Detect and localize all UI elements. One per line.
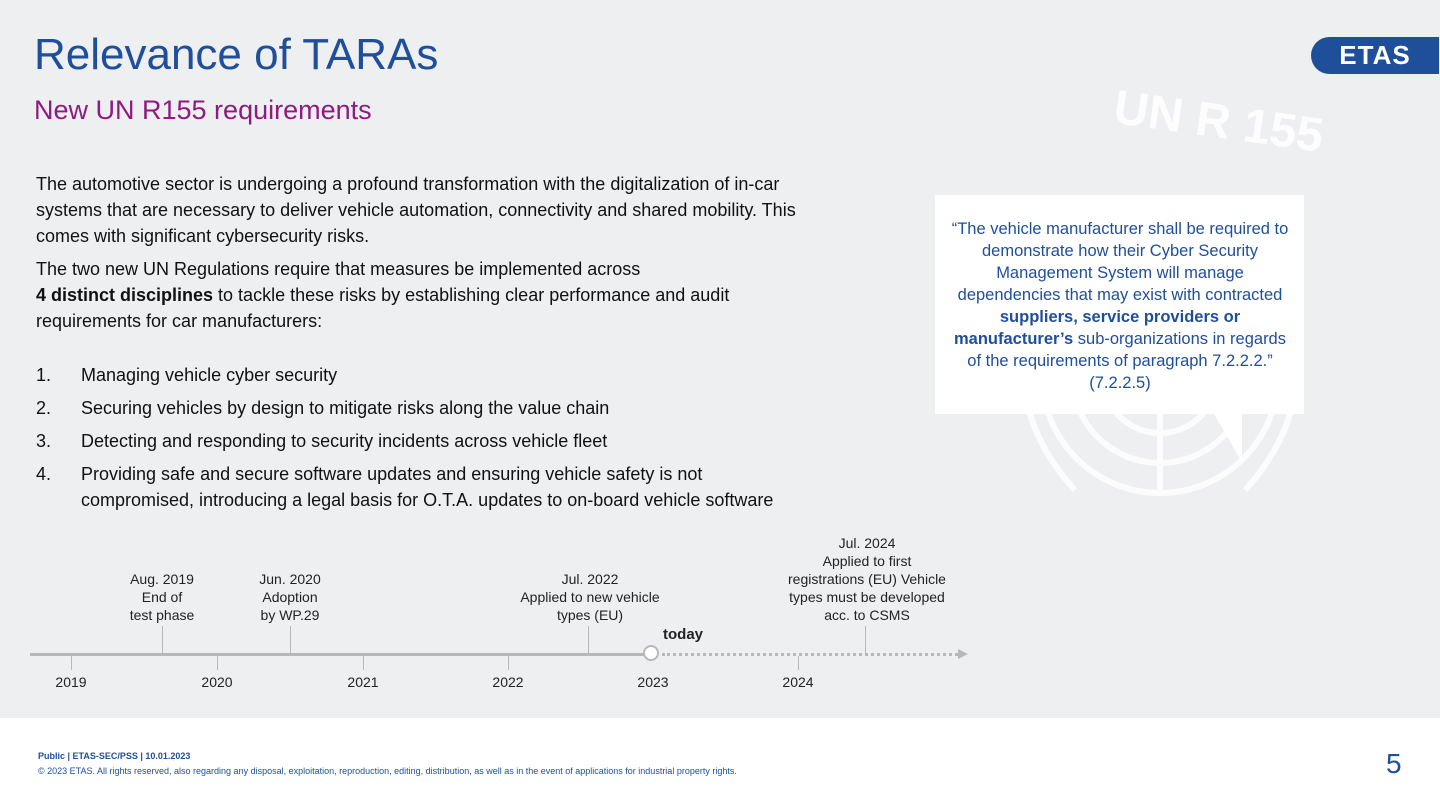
intro-paragraph-2-tail: to tackle these risks by establishing clear performance and audit requirements for car manufacturers:	[36, 285, 730, 331]
list-item	[36, 395, 796, 421]
year-tick	[217, 656, 218, 670]
list-item	[36, 362, 796, 388]
year-tick	[798, 656, 799, 670]
event-label: Aug. 2019 End of test phase	[129, 571, 195, 623]
quote-text-emphasis: suppliers, service providers or manufacturer’s	[953, 308, 1241, 348]
page-number: 5	[1386, 748, 1402, 779]
today-marker	[643, 645, 659, 661]
today-label: today	[663, 626, 704, 643]
year-label: 2020	[201, 674, 233, 690]
list-item-text: Managing vehicle cyber security	[81, 365, 338, 385]
disciplines-list	[36, 362, 796, 520]
list-item	[36, 428, 796, 454]
year-tick	[508, 656, 509, 670]
intro-paragraph-1: The automotive sector is undergoing a profound transformation with the digitalization of in-car systems that are necessary to deliver vehicle automation, connectivity and shared mobility. This comes with significant cybersecurity risks.	[36, 174, 796, 246]
quote-text-tail: sub-organizations in regards of the requirements of paragraph 7.2.2.2.” (7.2.2.5)	[967, 330, 1286, 392]
year-label: 2022	[492, 674, 524, 690]
list-item	[36, 461, 796, 513]
year-label: 2024	[782, 674, 814, 690]
intro-paragraph-2	[36, 256, 736, 334]
list-item-number: 4.	[36, 464, 52, 484]
event-marker	[588, 626, 589, 653]
list-item-text: Providing safe and secure software updates and ensuring vehicle safety is not compromised, introducing a legal basis for O.T.A. updates to on-board vehicle software	[81, 464, 774, 510]
un-r155-watermark: UN R 155	[1110, 80, 1327, 163]
event-label: Jul. 2022 Applied to new vehicle types (EU)	[520, 571, 660, 623]
intro-paragraph-2-emphasis: 4 distinct disciplines	[36, 285, 214, 305]
list-item-text: Detecting and responding to security incidents across vehicle fleet	[81, 431, 608, 451]
timeline-axis	[30, 653, 652, 656]
event-marker	[290, 626, 291, 653]
intro-paragraph-2-lead: The two new UN Regulations require that measures be implemented across	[36, 259, 641, 279]
list-item-number: 1.	[36, 365, 52, 385]
timeline-arrow-icon	[958, 649, 968, 659]
quote-text	[945, 218, 1295, 394]
year-label: 2021	[347, 674, 379, 690]
event-label: Jun. 2020 Adoption by WP.29	[259, 571, 321, 623]
event-label: Jul. 2024 Applied to first registrations (EU) Vehicle types must be developed acc. to CSMS	[788, 535, 946, 623]
year-label: 2023	[637, 674, 669, 690]
quote-text-lead: “The vehicle manufacturer shall be required to demonstrate how their Cyber Security Management System will manage dependencies that may exist with contracted	[951, 220, 1289, 304]
list-item-number: 2.	[36, 398, 52, 418]
quote-callout-tail	[1214, 414, 1242, 462]
footer-copyright: © 2023 ETAS. All rights reserved, also regarding any disposal, exploitation, reproduction, editing, distribution, as well as in the event of applications for industrial property rights.	[38, 766, 737, 776]
year-label: 2019	[55, 674, 87, 690]
slide-subtitle: New UN R155 requirements	[34, 95, 372, 125]
slide-title: Relevance of TARAs	[34, 30, 439, 79]
list-item-text: Securing vehicles by design to mitigate risks along the value chain	[81, 398, 610, 418]
year-tick	[363, 656, 364, 670]
timeline-future-axis	[662, 653, 958, 656]
footer-classification: Public | ETAS-SEC/PSS | 10.01.2023	[38, 751, 191, 761]
etas-logo: ETAS	[1311, 37, 1439, 74]
year-tick	[71, 656, 72, 670]
list-item-number: 3.	[36, 431, 52, 451]
event-marker	[865, 626, 866, 653]
event-marker	[162, 626, 163, 653]
